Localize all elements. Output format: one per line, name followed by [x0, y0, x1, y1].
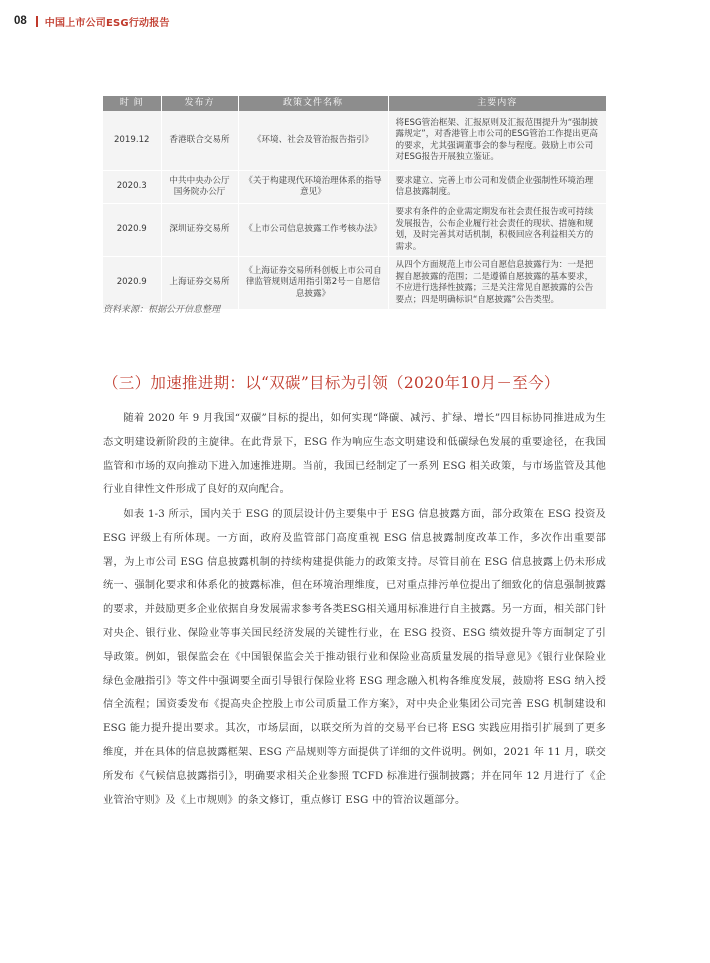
cell-document: 《上市公司信息披露工作考核办法》	[238, 204, 388, 257]
policy-table	[103, 96, 606, 310]
header-divider	[36, 16, 38, 27]
page-number: 08	[14, 15, 27, 27]
body-paragraph-2: 如表 1-3 所示，国内关于 ESG 的顶层设计仍主要集中于 ESG 信息披露方面，部分政策在 ESG 投资及 ESG 评级上有所体现。一方面，政府及监管部门高度重视 ESG 信息披露制度改革工作，多次作出重要部署，为上市公司 ESG 信息披露机制的持续构建提供能力的政策支持。尽管目前在 ESG 信息披露上仍未形成统一、强制化要求和体系化的披露标准，但在环境治理维度，已对重点排污单位提出了细致化的信息强制披露的要求，并鼓励更多企业依据自身发展需求参考各类ESG相关通用标准进行自主披露。另一方面，相关部门针对央企、银行业、保险业等事关国民经济发展的关键性行业，在 ESG 投资、ESG 绩效提升等方面制定了引导政策。例如，银保监会在《中国银保监会关于推动银行业和保险业高质量发展的指导意见》《银行业保险业绿色金融指引》等文件中强调要全面引导银行保险业将 ESG 理念融入机构各维度发展，鼓励将 ESG 纳入授信全流程；国资委发布《提高央企控股上市公司质量工作方案》，对中央企业集团公司完善 ESG 机制建设和 ESG 能力提升提出要求。其次，市场层面，以联交所为首的交易平台已将 ESG 实践应用指引扩展到了更多维度，并在具体的信息披露框架、ESG 产品规则等方面提供了详细的文件说明。例如，2021 年 11 月，联交所发布《气候信息披露指引》，明确要求相关企业参照 TCFD 标准进行强制披露；并在同年 12 月进行了《企业管治守则》及《上市规则》的条文修订，重点修订 ESG 中的管治议题部分。	[103, 509, 606, 806]
table-header-row	[103, 96, 606, 111]
cell-date: 2019.12	[103, 111, 161, 171]
cell-content: 要求有条件的企业需定期发布社会责任报告或可持续发展报告，公布企业履行社会责任的现状、措施和规划，及时完善其对话机制，积极回应各利益相关方的需求。	[388, 204, 606, 257]
column-header-issuer: 发布方	[161, 96, 238, 111]
cell-document: 《环境、社会及管治报告指引》	[238, 111, 388, 171]
cell-content: 要求建立、完善上市公司和发债企业强制性环境治理信息披露制度。	[388, 171, 606, 204]
page-header	[14, 12, 170, 30]
table-row	[103, 171, 606, 204]
cell-issuer: 中共中央办公厅 国务院办公厅	[161, 171, 238, 204]
column-header-date: 时 间	[103, 96, 161, 111]
cell-document: 《上海证券交易所科创板上市公司自律监管规则适用指引第2号－自愿信息披露》	[238, 257, 388, 310]
column-header-content: 主要内容	[388, 96, 606, 111]
cell-content: 从四个方面规范上市公司自愿信息披露行为：一是把握自愿披露的范围；二是遵循自愿披露的基本要求，不应进行选择性披露；三是关注常见自愿披露的公告要点；四是明确标识“自愿披露”公告类型。	[388, 257, 606, 310]
cell-issuer: 深圳证券交易所	[161, 204, 238, 257]
cell-date: 2020.9	[103, 204, 161, 257]
cell-content: 将ESG管治框架、汇报原则及汇报范围提升为“强制披露规定”，对香港管上市公司的ESG管治工作提出更高的要求，尤其强调董事会的参与程度。鼓励上市公司对ESG报告开展独立鉴证。	[388, 111, 606, 171]
report-title: 中国上市公司ESG行动报告	[44, 17, 170, 29]
cell-issuer: 香港联合交易所	[161, 111, 238, 171]
cell-date: 2020.9	[103, 257, 161, 310]
body-paragraph-1: 随着 2020 年 9 月我国“双碳”目标的提出，如何实现“降碳、减污、扩绿、增长”四目标协同推进成为生态文明建设新阶段的主旋律。在此背景下，ESG 作为响应生态文明建设和低碳绿色发展的重要途径，在我国监管和市场的双向推动下进入加速推进期。当前，我国已经制定了一系列 ESG 相关政策，与市场监管及其他行业自律性文件形成了良好的双向配合。	[103, 413, 606, 496]
cell-document: 《关于构建现代环境治理体系的指导意见》	[238, 171, 388, 204]
source-note: 资料来源：根据公开信息整理	[103, 305, 221, 315]
cell-issuer: 上海证券交易所	[161, 257, 238, 310]
cell-date: 2020.3	[103, 171, 161, 204]
table-row	[103, 111, 606, 171]
table-row	[103, 204, 606, 257]
column-header-document: 政策文件名称	[238, 96, 388, 111]
section-heading: （三）加速推进期：以“双碳”目标为引领（2020年10月－至今）	[103, 374, 560, 392]
